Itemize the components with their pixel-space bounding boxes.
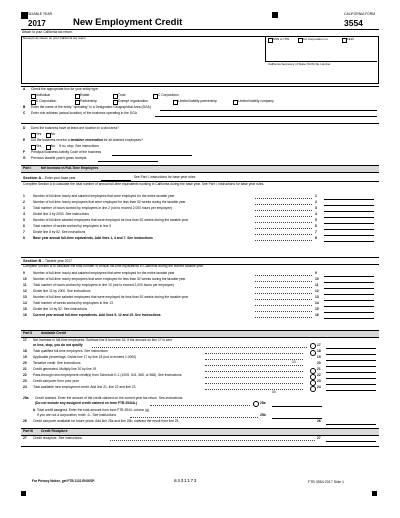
line-text: Total qualified full-time employees. See instructions [33, 349, 108, 353]
section-a-tail: . See Part I, instructions for base year rules. [132, 174, 197, 179]
reservation-no-instruction: If no, stop. See instructions. [59, 144, 100, 148]
taxable-year-label: TAXABLE YEAR [27, 12, 53, 16]
item-g-text: Previous taxable year's gross receipts [31, 156, 87, 160]
line-leader [255, 299, 312, 300]
line-ref: 15 [315, 307, 319, 311]
line25a-leader [150, 405, 250, 406]
part2-label: Part II [23, 330, 33, 335]
line-amount-field[interactable] [324, 318, 374, 319]
corner-mark-bottom-right [372, 491, 377, 496]
entity-label: Limited liability partnership [178, 99, 217, 103]
line-number: 21 [23, 367, 27, 371]
line-leader [255, 234, 312, 235]
line-ref: 22 [317, 373, 321, 377]
line-leader [205, 377, 303, 378]
line-leader [205, 353, 303, 354]
line-text: Tentative credit. See instructions [33, 361, 81, 365]
id-box-divider [265, 36, 266, 61]
form-number: 3554 [344, 18, 363, 28]
line-number: 15 [23, 307, 27, 311]
line-number: 9 [23, 271, 25, 275]
sos-label: California Secretary of State (SOS) file number [268, 62, 331, 66]
line-number: 20 [23, 361, 27, 365]
ssn-label: SSN or ITIN [273, 37, 290, 41]
line20-pct-value: 20 [292, 360, 296, 364]
line-text: Total number of hours worked by employees in line 2 (not to exceed 2,000 hours per employee) [33, 206, 173, 210]
line-number: 8 [23, 236, 25, 240]
line-ref: 23 [317, 379, 321, 383]
line-text: Number of full-time hourly employees that were employed for less than 52 weeks during the taxable year [33, 277, 186, 281]
line-amount-field[interactable] [324, 223, 374, 224]
line-number: 16 [23, 313, 27, 317]
line-ref: 10 [315, 277, 319, 281]
line-number: 6 [23, 224, 25, 228]
line-amount-field[interactable] [326, 366, 376, 367]
section-b-title-rest: – Taxable year 2017 [41, 258, 73, 263]
line-amount-field[interactable] [326, 390, 376, 391]
line-leader [255, 275, 312, 276]
line-amount-field[interactable] [326, 354, 376, 355]
line-ref: 9 [315, 271, 317, 275]
section-b-title-bold: Section B [23, 257, 42, 263]
line17-amount[interactable] [326, 348, 376, 349]
line-number: 11 [23, 283, 27, 287]
line-leader [255, 305, 312, 306]
line-number: 2 [23, 200, 25, 204]
line-amount-field[interactable] [324, 211, 374, 212]
line25a-ref: 25a [260, 401, 266, 405]
header-rule [21, 29, 379, 30]
line-leader [205, 383, 303, 384]
line-leader [255, 293, 312, 294]
line-text: Total available new employment credit. Add line 21, line 22 and line 23 [33, 385, 136, 389]
line-ref: 16 [315, 313, 319, 317]
line-number: 5 [23, 218, 25, 222]
line-ref: 6 [315, 224, 317, 228]
line-leader [255, 228, 312, 229]
line-number: 7 [23, 230, 25, 234]
ca-corp-label: CA Corporation no. [303, 37, 329, 41]
line-leader [205, 389, 303, 390]
form-footer-ref-text: FTB 3554 2017 Side 1 [308, 480, 344, 484]
business-code-field[interactable] [112, 155, 192, 156]
line-amount-field[interactable] [324, 312, 374, 313]
line26-ref: 26 [317, 419, 321, 423]
names-label: Name(s) as shown on your California tax return [23, 36, 86, 40]
line25a-num: 25a [23, 396, 29, 400]
corner-mark-bottom [21, 491, 26, 496]
line-amount-field[interactable] [324, 276, 374, 277]
line-leader [255, 281, 312, 282]
base-year-field[interactable] [101, 180, 131, 181]
privacy-notice: For Privacy Notice, get FTB 1131 ENG/SP. [32, 479, 95, 483]
entity-label: Exempt organization [118, 99, 149, 103]
line-leader [255, 204, 312, 205]
reservation-no-label: No [51, 144, 56, 148]
line-leader [205, 359, 303, 360]
line-ref: 12 [315, 289, 319, 293]
reservation-yes-label: Yes [36, 144, 42, 148]
line17-text-b: or less, stop, you do not qualify [33, 343, 83, 347]
info-circle-icon [310, 350, 316, 356]
line17-circle [310, 343, 316, 349]
line-text: Current year annual full-time equivalents. Add lines 9, 12 and 15. See instructions [33, 313, 161, 317]
section-b-title [23, 259, 72, 264]
line-ref: 24 [317, 385, 321, 389]
line-leader [205, 365, 303, 366]
line25b-text-2: If you are not a corporation, enter -0-. See instructions [37, 413, 116, 417]
line-ref: 5 [315, 218, 317, 222]
line25b-leader [130, 417, 258, 418]
line25a-amount[interactable] [272, 406, 322, 407]
item-c-text: Enter one address (actual location) of the business operating in the DGA [31, 111, 137, 115]
section-a-title [23, 176, 76, 181]
line-text: Number of full-time hourly employees that were employed for less than 52 weeks during the taxable year [33, 200, 186, 204]
line-leader [255, 216, 312, 217]
line-ref: 11 [315, 283, 319, 287]
line-amount-field[interactable] [326, 360, 376, 361]
line-text: Divide line 6 by 52. See instructions [33, 230, 86, 234]
line-ref: 7 [315, 230, 317, 234]
item-a-letter: A [23, 87, 26, 91]
line-leader [255, 210, 312, 211]
section-b-intro: Complete Section B to calculate the total number of annual full-time equivalents in California during the current taxable year. [23, 264, 204, 268]
part2-title: Available Credit [41, 330, 66, 335]
line-amount-field[interactable] [326, 378, 376, 379]
part1-heading [21, 165, 379, 173]
line-text: Applicable percentage. Divide line 17 by line 18 (not to exceed 1.0000) [33, 355, 137, 359]
line-leader [255, 317, 312, 318]
line-ref: 14 [315, 301, 319, 305]
item-f-letter: F [23, 150, 26, 154]
line27-leader [110, 440, 315, 441]
item-e-letter: E [23, 138, 26, 142]
dga-name-field[interactable] [160, 110, 377, 111]
line-amount-field[interactable] [324, 241, 374, 242]
line-number: 12 [23, 289, 27, 293]
line17-num: 17 [23, 338, 27, 342]
line-text: Number of full-time salaried employees that were employed for less than 52 weeks during the taxable year [33, 295, 189, 299]
line27-ref: 27 [317, 436, 321, 440]
form-title: New Employment Credit [73, 17, 183, 28]
line-text: Number of full-time hourly and salaried employees that were employed for the entire taxable year [33, 271, 175, 275]
item-d-letter: D [23, 126, 26, 130]
line25b-amount[interactable] [272, 418, 322, 419]
line-ref: 8 [315, 236, 317, 240]
line25b-ref: 25b [260, 413, 266, 417]
line-number: 4 [23, 212, 25, 216]
line-amount-field[interactable] [324, 229, 374, 230]
section-a-heading [21, 175, 379, 182]
name-field[interactable] [23, 42, 263, 60]
line-amount-field[interactable] [324, 300, 374, 301]
address-line-2[interactable] [21, 123, 379, 124]
item-e-text-bold: tentative reservation [70, 138, 103, 142]
line-amount-field[interactable] [324, 235, 374, 236]
part3-title: Credit Recapture [41, 428, 68, 433]
pilot-yes-label: Yes [36, 132, 42, 136]
entity-label: Estate [80, 93, 90, 97]
info-circle-icon [310, 386, 316, 392]
info-circle-icon [310, 380, 316, 386]
item-e-text-pre: Did the business receive a [31, 138, 71, 142]
line27-num: 27 [23, 436, 27, 440]
section-a-intro: Complete Section A to calculate the total number of annual full-time equivalents working in California during the base year. See Part I, instructions for base year rules. [23, 182, 265, 186]
section-a-title-rest: – Enter your base year [41, 175, 76, 180]
line-leader [205, 371, 303, 372]
line-amount-field[interactable] [324, 288, 374, 289]
part1-title: Net Increase in Full-Time Employees [41, 165, 99, 170]
line-text: Number of full-time salaried employees that were employed for less than 52 weeks during the taxable year [33, 218, 189, 222]
item-g-letter: G [23, 156, 26, 160]
line-amount-field[interactable] [324, 294, 374, 295]
line-ref: 21 [317, 367, 321, 371]
line-text: Divide line 11 by 2000. See instructions [33, 289, 91, 293]
line-number: 1 [23, 194, 25, 198]
line-text: Total number of weeks worked by employees in line 5 [33, 224, 112, 228]
item-e-text [31, 139, 143, 143]
line17-leader [92, 347, 307, 348]
line26-num: 26 [23, 419, 27, 423]
line-number: 10 [23, 277, 27, 281]
item-a-text: Check the appropriate box for your entity type: [31, 87, 99, 91]
line-number: 13 [23, 295, 27, 299]
part1-label: Part I [23, 165, 32, 170]
item-b-letter: B [23, 105, 26, 109]
entity-label: C Corporation [158, 93, 179, 97]
line-text: Credit generated. Multiply line 20 by line 19 [33, 367, 97, 371]
line-amount-field[interactable] [324, 306, 374, 307]
line-ref: 4 [315, 212, 317, 216]
line-number: 3 [23, 206, 25, 210]
line-leader [255, 198, 312, 199]
line-text: Total number of weeks worked by employees in line 13 [33, 301, 113, 305]
entity-label: S Corporation [36, 99, 57, 103]
line26-text: Credit carryover available for future years. Add line 25a and line 25b, subtract the result from line 24 [33, 419, 179, 423]
line-text: Divide line 3 by 2000. See instructions [33, 212, 89, 216]
line-amount-field[interactable] [324, 217, 374, 218]
info-circle-icon [310, 368, 316, 374]
line-ref: 1 [315, 194, 317, 198]
line-text: Credit carryover from prior year [33, 379, 79, 383]
line-number: 19 [23, 355, 27, 359]
section-a-title-bold: Section A [23, 174, 42, 180]
form-year: 2017 [28, 19, 46, 28]
line-number: 24 [23, 385, 27, 389]
line-text: Total number of hours worked by employees in line 10 (not to exceed 2,000 hours per employee) [33, 283, 174, 287]
line-amount-field[interactable] [324, 199, 374, 200]
dga-address-field[interactable] [155, 116, 377, 117]
line-leader [255, 222, 312, 223]
line-amount-field[interactable] [324, 205, 374, 206]
entity-label: Trust [118, 93, 126, 97]
item-b-text: Enter the name of the entity "operating" in a Designated Geographical Area (DGA) [31, 105, 151, 109]
item-c-letter: C [23, 111, 26, 115]
line20-mid-value: 00 [272, 390, 276, 394]
line-amount-field[interactable] [326, 384, 376, 385]
part3-heading [21, 428, 379, 436]
line-amount-field[interactable] [326, 372, 376, 373]
item-d-text: Does the business have at least one location in a pilot area? [31, 126, 119, 130]
line17-text-a: Net increase in full-time employees. Subtract line 8 from line 16. If the amount on line 17 is zero [33, 338, 173, 342]
part2-heading [21, 330, 379, 338]
line-ref: 19 [317, 355, 321, 359]
line-number: 18 [23, 349, 27, 353]
line-leader [255, 240, 312, 241]
line25b-letter: b [33, 408, 36, 412]
corner-mark-right [272, 12, 278, 18]
line-ref: 18 [317, 349, 321, 353]
part3-label: Part III [23, 428, 34, 433]
line-text: Pass-through new employment credit(s) from Schedule K-1 (100S, 541, 565, or 568). See instructions [33, 373, 182, 377]
line-amount-field[interactable] [324, 282, 374, 283]
line-ref: 2 [315, 200, 317, 204]
line-ref: 13 [315, 295, 319, 299]
line25b-text-1: Total credit assigned. Enter the total amount from form FTB 3544, column (g). [37, 408, 151, 412]
gross-receipts-field[interactable] [98, 161, 158, 162]
entity-label: Partnership [80, 99, 97, 103]
line27-amount[interactable] [326, 441, 376, 442]
attach-text: Attach to your California tax return. [22, 30, 73, 34]
line25a-text-2: (Do not include any assigned credit claimed on form FTB 3544A.) [35, 401, 138, 405]
info-circle-icon [310, 374, 316, 380]
line-number: 22 [23, 373, 27, 377]
item-e-text-post: for all claimed employees? [102, 138, 143, 142]
line-leader [255, 311, 312, 312]
line-ref: 20 [317, 361, 321, 365]
line26-amount[interactable] [326, 424, 376, 425]
line25a-circle [253, 401, 259, 407]
bottom-rule [21, 446, 379, 447]
pilot-no-label: No [51, 132, 56, 136]
item-f-text: Principal Business Activity Code of the business [31, 150, 102, 154]
line-text: Base year annual full-time equivalents. Add lines 1, 4 and 7. See instructions [33, 236, 153, 240]
form-footer-ref [308, 480, 344, 484]
entity-label: Individual [36, 93, 50, 97]
line27-text: Credit recapture. See instructions [33, 436, 82, 440]
line-text: Number of full-time hourly and salaried employees that were employed for the entire taxable year [33, 194, 175, 198]
entity-label: Limited liability company [238, 99, 274, 103]
fein-label: FEIN [347, 37, 354, 41]
california-form-label: CALIFORNIA FORM [344, 12, 376, 16]
line-number: 14 [23, 301, 27, 305]
line-ref: 3 [315, 206, 317, 210]
line-number: 23 [23, 379, 27, 383]
line17-ref: 17 [317, 343, 321, 347]
barcode-number: 8431173 [174, 479, 198, 484]
line-text: Divide line 14 by 52. See instructions [33, 307, 88, 311]
line25a-text-1: Credit claimed. Enter the amount of the credit claimed on the current year tax return. See instructions. [35, 396, 184, 400]
line-leader [255, 287, 312, 288]
